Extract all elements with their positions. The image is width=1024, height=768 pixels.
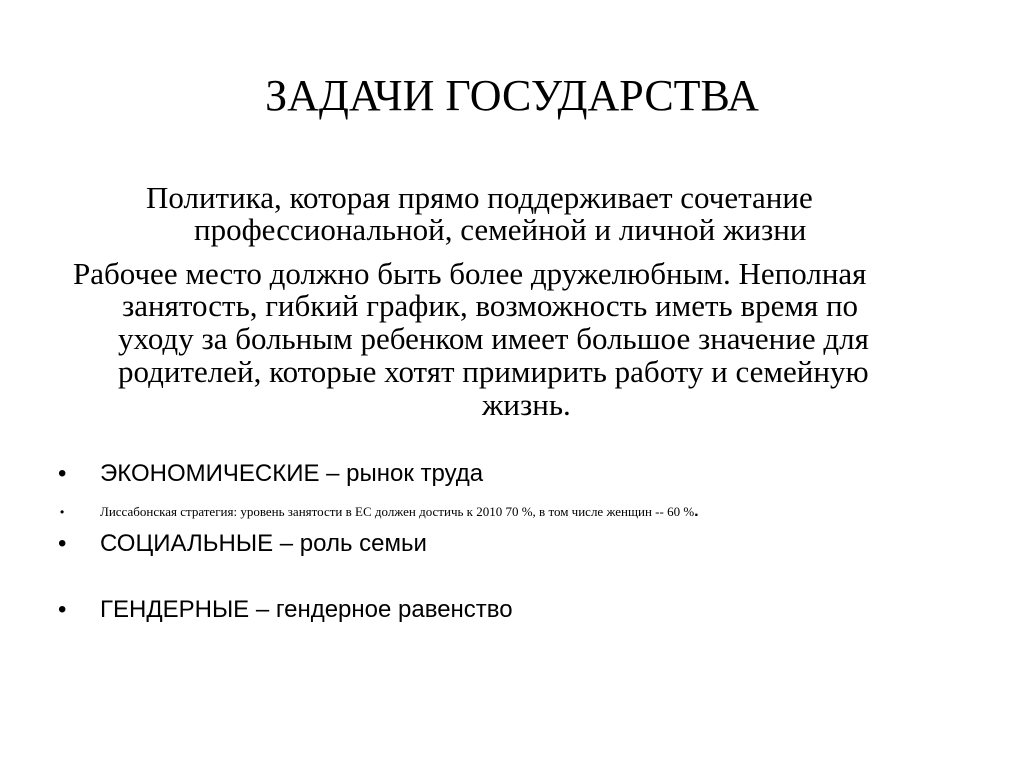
bullet-icon: • [58,596,67,623]
bullet-icon: • [60,505,65,519]
paragraph-line: родителей, которые хотят примирить работу и семейную [118,354,869,389]
list-item-text: ГЕНДЕРНЫЕ – гендерное равенство [100,596,513,623]
list-item-text-wrapper [100,504,699,520]
paragraph-line: Политика, которая прямо поддерживает сочетание [146,180,813,215]
trailing-period: . [694,503,699,520]
list-item-text: ЭКОНОМИЧЕСКИЕ – рынок труда [100,460,484,487]
paragraph-line: профессиональной, семейной и личной жизни [194,212,807,247]
bullet-icon: • [58,530,67,557]
paragraph-line: жизнь. [482,387,571,422]
slide-title: ЗАДАЧИ ГОСУДАРСТВА [265,71,759,120]
paragraph-line: Рабочее место должно быть более дружелюбным. Неполная [73,256,867,291]
paragraph-line: уходу за больным ребенком имеет большое значение для [118,321,869,356]
list-item-text: Лиссабонская стратегия: уровень занятости в ЕС должен достичь к 2010 70 %, в том числе женщин -- 60 % [100,504,695,519]
paragraph-line: занятость, гибкий график, возможность иметь время по [122,288,859,323]
bullet-icon: • [58,460,67,487]
list-item-text: СОЦИАЛЬНЫЕ – роль семьи [100,530,427,557]
